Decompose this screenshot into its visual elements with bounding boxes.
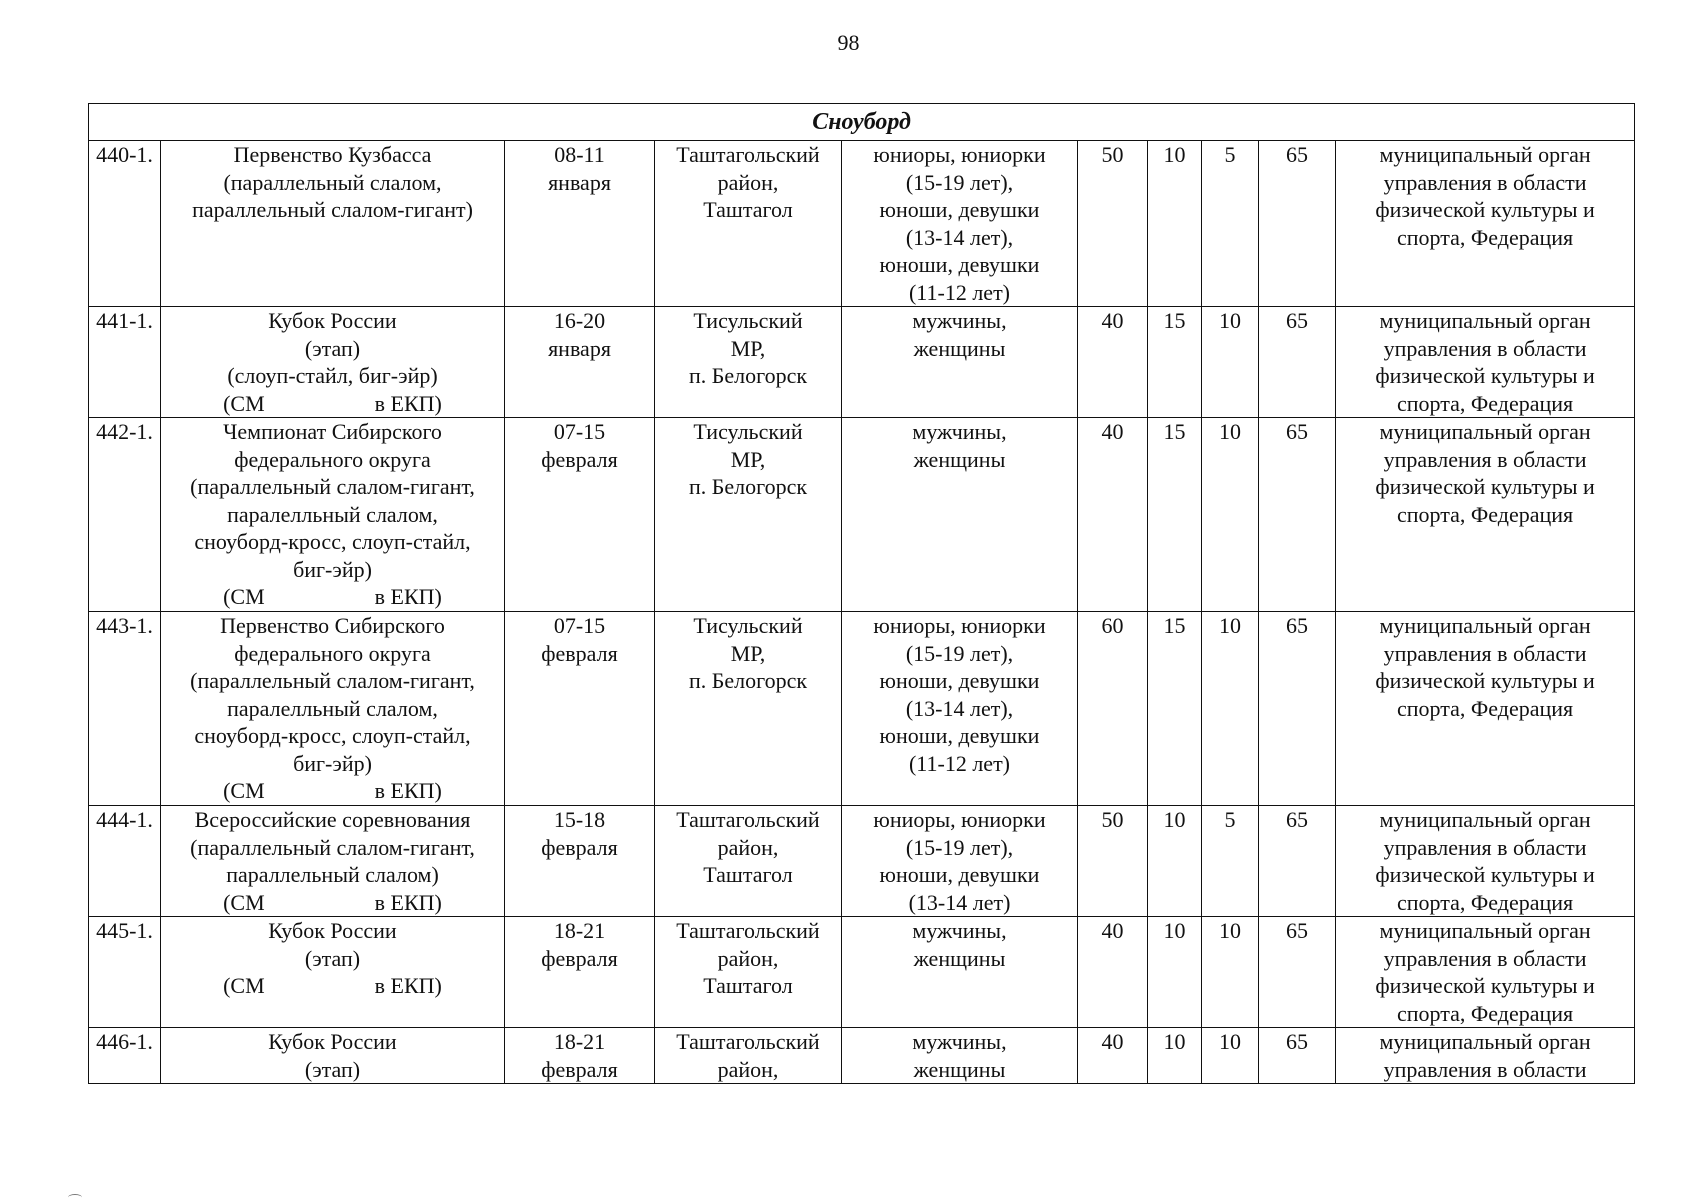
dates-line: 16-20 (553, 308, 606, 333)
row-number: 445-1. (89, 917, 161, 1028)
count-cell-4: 65 (1259, 307, 1336, 418)
event-line: (этап) (304, 945, 361, 971)
event-line: (этап) (304, 335, 361, 361)
dates-cell (505, 307, 655, 418)
location-line: район, (717, 945, 779, 971)
event-line: биг-эйр) (293, 750, 372, 776)
row-number: 440-1. (89, 141, 161, 307)
organizer-line: спорта, Федерация (1397, 889, 1574, 915)
table-row (89, 307, 1635, 418)
count-cell-2: 10 (1148, 917, 1202, 1028)
organizer-cell (1336, 612, 1635, 806)
dates-line: 07-15 (553, 613, 606, 638)
event-cell (161, 917, 505, 1028)
count-cell-4: 65 (1259, 806, 1336, 917)
participants-line: мужчины, (912, 918, 1007, 943)
organizer-line: физической культуры и (1375, 668, 1595, 693)
participants-line: мужчины, (912, 308, 1007, 333)
table-row (89, 917, 1635, 1028)
participants-line: женщины (913, 945, 1006, 971)
organizer-line: управления в области (1383, 640, 1587, 666)
event-line: федерального округа (234, 446, 431, 472)
location-cell (655, 141, 842, 307)
organizer-line: муниципальный орган (1379, 142, 1591, 167)
dates-line: февраля (541, 1056, 618, 1082)
location-line: Таштагол (703, 862, 793, 887)
count-cell-3: 10 (1202, 307, 1259, 418)
count-cell-2: 10 (1148, 806, 1202, 917)
location-cell (655, 806, 842, 917)
count-cell-3: 10 (1202, 1028, 1259, 1084)
event-line: параллельный слалом) (226, 862, 439, 887)
participants-line: юноши, девушки (879, 668, 1040, 693)
participants-line: женщины (913, 1056, 1006, 1082)
dates-cell (505, 418, 655, 612)
count-cell-1: 40 (1078, 1028, 1148, 1084)
count-cell-2: 10 (1148, 141, 1202, 307)
event-cell (161, 612, 505, 806)
event-line: сноуборд-кросс, слоуп-стайл, (194, 723, 471, 748)
table-row (89, 1028, 1635, 1084)
count-cell-3: 10 (1202, 612, 1259, 806)
dates-line: 18-21 (553, 918, 606, 943)
location-line: МР, (730, 335, 766, 361)
count-cell-4: 65 (1259, 612, 1336, 806)
row-number: 442-1. (89, 418, 161, 612)
organizer-line: управления в области (1383, 834, 1587, 860)
location-line: Тисульский (693, 419, 803, 444)
count-cell-4: 65 (1259, 418, 1336, 612)
row-number: 444-1. (89, 806, 161, 917)
participants-line: (13-14 лет), (905, 695, 1014, 721)
count-cell-1: 40 (1078, 307, 1148, 418)
dates-line: февраля (541, 834, 618, 860)
count-cell-2: 15 (1148, 418, 1202, 612)
participants-line: мужчины, (912, 419, 1007, 444)
location-line: Таштагольский (676, 918, 820, 943)
event-line: сноуборд-кросс, слоуп-стайл, (194, 529, 471, 554)
event-line: Всероссийские соревнования (194, 807, 471, 832)
organizer-line: управления в области (1383, 446, 1587, 472)
table-row (89, 612, 1635, 806)
row-number: 443-1. (89, 612, 161, 806)
table-row (89, 806, 1635, 917)
row-number: 446-1. (89, 1028, 161, 1084)
count-cell-3: 10 (1202, 418, 1259, 612)
organizer-line: муниципальный орган (1379, 1029, 1591, 1054)
location-cell (655, 418, 842, 612)
dates-line: января (548, 335, 611, 361)
dates-cell (505, 917, 655, 1028)
organizer-line: муниципальный орган (1379, 807, 1591, 832)
sm-suffix: в ЕКП) (374, 778, 442, 803)
participants-line: юниоры, юниорки (873, 807, 1046, 832)
location-line: район, (717, 834, 779, 860)
count-cell-4: 65 (1259, 1028, 1336, 1084)
organizer-line: спорта, Федерация (1397, 695, 1574, 721)
location-line: Таштагол (703, 197, 793, 222)
organizer-line: муниципальный орган (1379, 613, 1591, 638)
location-line: МР, (730, 446, 766, 472)
location-line: Тисульский (693, 308, 803, 333)
sm-line (164, 972, 501, 1000)
table-row (89, 418, 1635, 612)
event-cell (161, 141, 505, 307)
participants-line: (11-12 лет) (908, 750, 1011, 776)
dates-cell (505, 141, 655, 307)
event-line: параллельный слалом-гигант) (192, 197, 473, 222)
event-line: Чемпионат Сибирского (223, 419, 442, 444)
sm-suffix: в ЕКП) (374, 889, 442, 915)
count-cell-2: 10 (1148, 1028, 1202, 1084)
event-line: Кубок России (268, 1029, 397, 1054)
count-cell-4: 65 (1259, 917, 1336, 1028)
organizer-line: муниципальный орган (1379, 419, 1591, 444)
organizer-cell (1336, 917, 1635, 1028)
dates-line: января (548, 169, 611, 195)
participants-line: (13-14 лет) (908, 889, 1011, 915)
participants-line: (13-14 лет), (905, 224, 1014, 250)
participants-cell (842, 141, 1078, 307)
location-cell (655, 307, 842, 418)
event-cell (161, 307, 505, 418)
dates-line: февраля (541, 640, 618, 666)
participants-line: юноши, девушки (879, 723, 1040, 748)
event-line: (параллельный слалом, (223, 169, 442, 195)
sm-prefix: (СМ (223, 889, 265, 915)
count-cell-2: 15 (1148, 612, 1202, 806)
location-cell (655, 612, 842, 806)
dates-line: 18-21 (553, 1029, 606, 1054)
dates-line: 15-18 (553, 807, 606, 832)
dates-line: февраля (541, 446, 618, 472)
event-line: (слоуп-стайл, биг-эйр) (227, 363, 438, 388)
participants-cell (842, 307, 1078, 418)
location-line: п. Белогорск (688, 474, 808, 499)
count-cell-2: 15 (1148, 307, 1202, 418)
organizer-cell (1336, 806, 1635, 917)
organizer-line: спорта, Федерация (1397, 224, 1574, 250)
sm-line (164, 777, 501, 805)
event-line: биг-эйр) (293, 556, 372, 582)
sm-suffix: в ЕКП) (374, 584, 442, 609)
location-line: Таштагольский (676, 1029, 820, 1054)
organizer-line: физической культуры и (1375, 862, 1595, 887)
location-line: район, (717, 169, 779, 195)
location-line: Тисульский (693, 613, 803, 638)
snowboard-schedule-table (88, 103, 1635, 1084)
participants-cell (842, 806, 1078, 917)
organizer-cell (1336, 141, 1635, 307)
organizer-line: физической культуры и (1375, 973, 1595, 998)
organizer-line: спорта, Федерация (1397, 501, 1574, 527)
participants-cell (842, 917, 1078, 1028)
location-line: Таштагольский (676, 807, 820, 832)
participants-cell (842, 418, 1078, 612)
sm-prefix: (СМ (223, 778, 265, 803)
sm-line (164, 889, 501, 917)
participants-line: юноши, девушки (879, 197, 1040, 222)
count-cell-1: 40 (1078, 418, 1148, 612)
dates-line: 07-15 (553, 419, 606, 444)
sm-suffix: в ЕКП) (374, 390, 442, 416)
organizer-cell (1336, 307, 1635, 418)
section-header-row (89, 104, 1635, 141)
count-cell-4: 65 (1259, 141, 1336, 307)
row-number: 441-1. (89, 307, 161, 418)
organizer-line: управления в области (1383, 945, 1587, 971)
organizer-line: физической культуры и (1375, 197, 1595, 222)
participants-line: (15-19 лет), (905, 640, 1014, 666)
dates-cell (505, 1028, 655, 1084)
location-cell (655, 917, 842, 1028)
event-line: Кубок России (268, 308, 397, 333)
organizer-line: управления в области (1383, 335, 1587, 361)
location-line: Таштагол (703, 973, 793, 998)
event-line: (этап) (304, 1056, 361, 1082)
participants-line: женщины (913, 446, 1006, 472)
organizer-line: спорта, Федерация (1397, 390, 1574, 416)
count-cell-1: 40 (1078, 917, 1148, 1028)
count-cell-1: 60 (1078, 612, 1148, 806)
sm-line (164, 583, 501, 611)
sm-prefix: (СМ (223, 584, 265, 609)
event-line: (параллельный слалом-гигант, (190, 668, 475, 693)
event-line: Первенство Кузбасса (233, 142, 432, 167)
participants-line: женщины (913, 335, 1006, 361)
participants-line: юноши, девушки (879, 252, 1040, 277)
count-cell-3: 10 (1202, 917, 1259, 1028)
organizer-cell (1336, 1028, 1635, 1084)
organizer-line: муниципальный орган (1379, 308, 1591, 333)
dates-line: февраля (541, 945, 618, 971)
dates-cell (505, 806, 655, 917)
participants-line: юноши, девушки (879, 862, 1040, 887)
event-cell (161, 806, 505, 917)
event-cell (161, 1028, 505, 1084)
location-line: п. Белогорск (688, 363, 808, 388)
organizer-line: управления в области (1383, 169, 1587, 195)
participants-cell (842, 612, 1078, 806)
sm-prefix: (СМ (223, 973, 265, 998)
location-line: п. Белогорск (688, 668, 808, 693)
event-line: паралелльный слалом, (227, 501, 438, 527)
count-cell-1: 50 (1078, 806, 1148, 917)
organizer-line: спорта, Федерация (1397, 1000, 1574, 1026)
participants-line: (15-19 лет), (905, 834, 1014, 860)
organizer-cell (1336, 418, 1635, 612)
table-row (89, 141, 1635, 307)
location-line: район, (717, 1056, 779, 1082)
participants-line: (11-12 лет) (908, 279, 1011, 305)
location-cell (655, 1028, 842, 1084)
participants-line: юниоры, юниорки (873, 613, 1046, 638)
count-cell-1: 50 (1078, 141, 1148, 307)
organizer-line: управления в области (1383, 1056, 1587, 1082)
participants-line: мужчины, (912, 1029, 1007, 1054)
participants-cell (842, 1028, 1078, 1084)
dates-cell (505, 612, 655, 806)
page-number: 98 (837, 30, 860, 55)
location-line: МР, (730, 640, 766, 666)
location-line: Таштагольский (676, 142, 820, 167)
organizer-line: физической культуры и (1375, 474, 1595, 499)
event-line: Первенство Сибирского (220, 613, 445, 638)
section-title: Сноуборд (89, 104, 1635, 141)
event-cell (161, 418, 505, 612)
organizer-line: муниципальный орган (1379, 918, 1591, 943)
event-line: федерального округа (234, 640, 431, 666)
dates-line: 08-11 (554, 142, 605, 167)
event-line: Кубок России (268, 918, 397, 943)
event-line: (параллельный слалом-гигант, (190, 834, 475, 860)
sm-suffix: в ЕКП) (374, 973, 442, 998)
participants-line: (15-19 лет), (905, 169, 1014, 195)
event-line: (параллельный слалом-гигант, (190, 474, 475, 499)
sm-line (164, 390, 501, 418)
organizer-line: физической культуры и (1375, 363, 1595, 388)
count-cell-3: 5 (1202, 806, 1259, 917)
event-line: паралелльный слалом, (227, 695, 438, 721)
participants-line: юниоры, юниорки (873, 142, 1046, 167)
count-cell-3: 5 (1202, 141, 1259, 307)
sm-prefix: (СМ (223, 390, 265, 416)
